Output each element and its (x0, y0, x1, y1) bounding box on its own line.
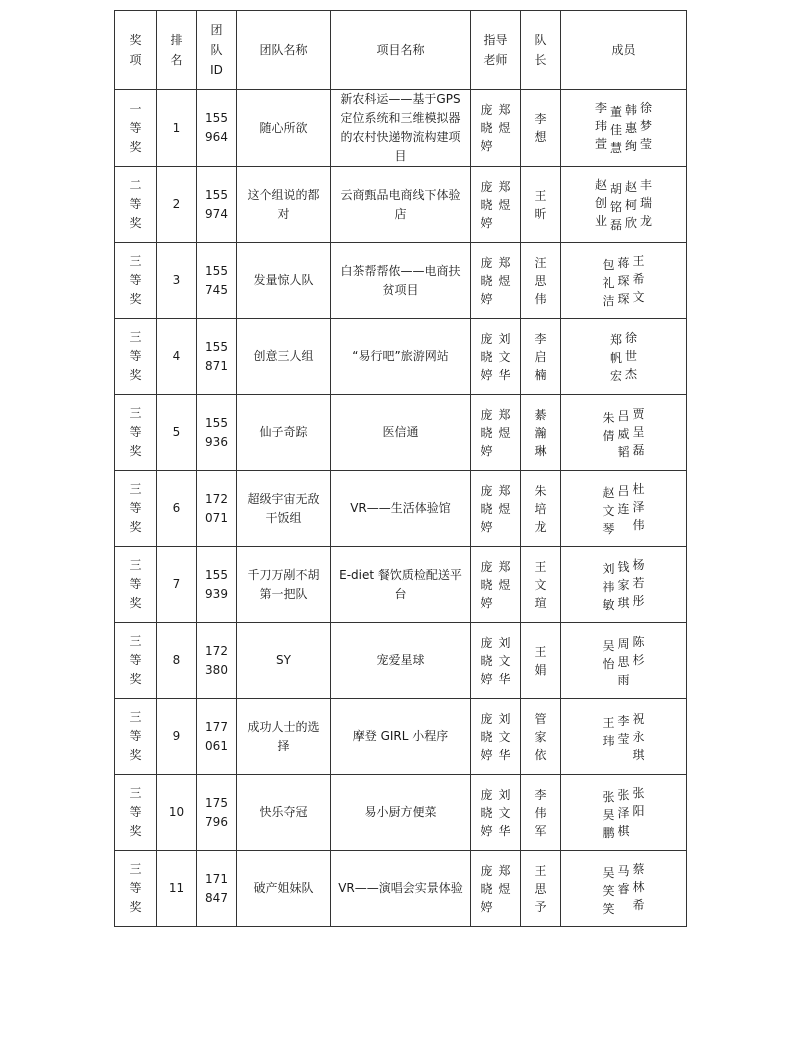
advisor-cell (471, 90, 521, 167)
vertical-text: 郑 煜 (498, 483, 511, 516)
header-leader: 队 长 (521, 11, 561, 90)
vertical-text: 朱 倩 (602, 410, 615, 443)
header-project-name: 项目名称 (331, 11, 471, 90)
table-body (115, 90, 687, 927)
vertical-text: 吕 连 (617, 483, 630, 516)
vertical-text: 刘 文 华 (498, 635, 511, 686)
advisor-cell (471, 775, 521, 851)
award-cell: 三 等 奖 (115, 319, 157, 395)
vertical-text: 郑 煜 (498, 863, 511, 896)
award-cell: 三 等 奖 (115, 699, 157, 775)
vertical-text: 吕 威 韬 (617, 408, 630, 459)
team-id-cell: 155 964 (197, 90, 237, 167)
vertical-text: 郑 煜 (498, 559, 511, 592)
table-row (115, 851, 687, 927)
team-id-cell: 172 380 (197, 623, 237, 699)
award-cell: 一 等 奖 (115, 90, 157, 167)
vertical-text: 庞 晓 婷 (480, 179, 493, 230)
project-name-cell: 宠爱星球 (331, 623, 471, 699)
team-name-cell: SY (237, 623, 331, 699)
leader-cell (521, 775, 561, 851)
vertical-text: 韩 惠 绚 (625, 103, 638, 153)
award-cell: 二 等 奖 (115, 167, 157, 243)
leader-cell (521, 471, 561, 547)
team-name-cell: 千刀万剐不胡第一把队 (237, 547, 331, 623)
vertical-text: 王 昕 (534, 188, 547, 221)
vertical-text: 钱 家 琪 (617, 559, 630, 610)
advisor-cell (471, 851, 521, 927)
members-cell (561, 90, 687, 167)
team-id-cell: 155 939 (197, 547, 237, 623)
project-name-cell: 白茶帮帮侬——电商扶贫项目 (331, 243, 471, 319)
leader-cell (521, 243, 561, 319)
vertical-text: 庞 晓 婷 (480, 863, 493, 914)
project-name-cell: 云商甄品电商线下体验店 (331, 167, 471, 243)
table-row (115, 243, 687, 319)
advisor-cell (471, 623, 521, 699)
vertical-text: 朱 培 龙 (534, 483, 547, 534)
members-cell (561, 775, 687, 851)
vertical-text: 贾 呈 磊 (632, 406, 645, 457)
rank-cell: 5 (157, 395, 197, 471)
awards-table (114, 10, 687, 927)
rank-cell: 11 (157, 851, 197, 927)
table-row (115, 471, 687, 547)
header-award: 奖 项 (115, 11, 157, 90)
vertical-text: 张 阳 (632, 785, 645, 818)
vertical-text: 李 莹 (617, 713, 630, 746)
vertical-text: 王 希 文 (632, 253, 645, 304)
vertical-text: 庞 晓 婷 (480, 331, 493, 382)
header-team-name: 团队名称 (237, 11, 331, 90)
leader-cell (521, 167, 561, 243)
leader-cell (521, 547, 561, 623)
project-name-cell: 新农科运——基于GPS 定位系统和三维模拟器的农村快递物流构建项目 (331, 90, 471, 167)
vertical-text: 张 泽 棋 (617, 787, 630, 838)
vertical-text: 刘 文 华 (498, 331, 511, 382)
table-row (115, 547, 687, 623)
members-cell (561, 319, 687, 395)
vertical-text: 徐 世 杰 (625, 330, 638, 381)
vertical-text: 张 昊 鹏 (602, 789, 615, 840)
vertical-text: 李 玮 萱 (594, 101, 607, 151)
project-name-cell: E-diet 餐饮质检配送平台 (331, 547, 471, 623)
vertical-text: 吴 怡 (602, 638, 615, 671)
project-name-cell: 摩登 GIRL 小程序 (331, 699, 471, 775)
leader-cell (521, 90, 561, 167)
members-cell (561, 699, 687, 775)
team-name-cell: 发量惊人队 (237, 243, 331, 319)
advisor-cell (471, 243, 521, 319)
advisor-cell (471, 699, 521, 775)
vertical-text: 庞 晓 婷 (480, 255, 493, 306)
team-name-cell: 仙子奇踪 (237, 395, 331, 471)
team-name-cell: 随心所欲 (237, 90, 331, 167)
advisor-cell (471, 167, 521, 243)
vertical-text: 庞 晓 婷 (480, 787, 493, 838)
vertical-text: 綦 瀚 琳 (534, 407, 547, 458)
vertical-text: 杨 若 彤 (632, 557, 645, 608)
vertical-text: 丰 瑞 龙 (640, 177, 653, 228)
table-row (115, 395, 687, 471)
award-cell: 三 等 奖 (115, 395, 157, 471)
table-row (115, 623, 687, 699)
vertical-text: 郑 煜 (498, 255, 511, 288)
rank-cell: 3 (157, 243, 197, 319)
project-name-cell: VR——生活体验馆 (331, 471, 471, 547)
team-id-cell: 155 936 (197, 395, 237, 471)
vertical-text: 祝 永 琪 (632, 711, 645, 762)
vertical-text: 吴 笑 笑 (602, 865, 615, 916)
vertical-text: 徐 梦 莹 (640, 101, 653, 151)
table-row (115, 90, 687, 167)
members-cell (561, 623, 687, 699)
vertical-text: 蔡 林 希 (632, 861, 645, 912)
members-cell (561, 395, 687, 471)
rank-cell: 7 (157, 547, 197, 623)
award-cell: 三 等 奖 (115, 471, 157, 547)
team-name-cell: 快乐夺冠 (237, 775, 331, 851)
vertical-text: 刘 文 华 (498, 787, 511, 838)
team-id-cell: 155 745 (197, 243, 237, 319)
header-team-id: 团 队 ID (197, 11, 237, 90)
award-cell: 三 等 奖 (115, 623, 157, 699)
team-id-cell: 155 974 (197, 167, 237, 243)
vertical-text: 庞 晓 婷 (480, 103, 493, 153)
vertical-text: 郑 煜 (498, 179, 511, 212)
leader-cell (521, 851, 561, 927)
vertical-text: 陈 杉 (632, 634, 645, 667)
advisor-cell (471, 395, 521, 471)
team-id-cell: 155 871 (197, 319, 237, 395)
vertical-text: 杜 泽 伟 (632, 481, 645, 532)
rank-cell: 2 (157, 167, 197, 243)
vertical-text: 郑 煜 (498, 103, 511, 135)
vertical-text: 王 文 瑄 (534, 559, 547, 610)
vertical-text: 胡 铭 磊 (609, 181, 622, 232)
leader-cell (521, 699, 561, 775)
team-name-cell: 破产姐妹队 (237, 851, 331, 927)
rank-cell: 9 (157, 699, 197, 775)
advisor-cell (471, 547, 521, 623)
rank-cell: 1 (157, 90, 197, 167)
header-advisor: 指导 老师 (471, 11, 521, 90)
vertical-text: 蒋 琛 琛 (617, 255, 630, 306)
vertical-text: 王 娟 (534, 644, 547, 677)
project-name-cell: “易行吧”旅游网站 (331, 319, 471, 395)
award-cell: 三 等 奖 (115, 243, 157, 319)
project-name-cell: VR——演唱会实景体验 (331, 851, 471, 927)
members-cell (561, 167, 687, 243)
members-cell (561, 471, 687, 547)
vertical-text: 周 思 雨 (617, 636, 630, 687)
table-row (115, 775, 687, 851)
vertical-text: 庞 晓 婷 (480, 407, 493, 458)
vertical-text: 庞 晓 婷 (480, 635, 493, 686)
table-row (115, 319, 687, 395)
leader-cell (521, 395, 561, 471)
award-cell: 三 等 奖 (115, 851, 157, 927)
rank-cell: 10 (157, 775, 197, 851)
table-row (115, 167, 687, 243)
vertical-text: 刘 祎 敏 (602, 561, 615, 612)
rank-cell: 4 (157, 319, 197, 395)
members-cell (561, 851, 687, 927)
team-name-cell: 这个组说的都对 (237, 167, 331, 243)
vertical-text: 马 睿 (617, 863, 630, 896)
vertical-text: 赵 创 业 (594, 177, 607, 228)
vertical-text: 王 玮 (602, 715, 615, 748)
vertical-text: 庞 晓 婷 (480, 559, 493, 610)
header-rank: 排 名 (157, 11, 197, 90)
members-cell (561, 243, 687, 319)
vertical-text: 包 礼 洁 (602, 257, 615, 308)
vertical-text: 李 想 (534, 112, 547, 144)
vertical-text: 汪 思 伟 (534, 255, 547, 306)
vertical-text: 刘 文 华 (498, 711, 511, 762)
header-row (115, 11, 687, 90)
team-id-cell: 175 796 (197, 775, 237, 851)
vertical-text: 李 伟 军 (534, 787, 547, 838)
team-id-cell: 172 071 (197, 471, 237, 547)
advisor-cell (471, 319, 521, 395)
project-name-cell: 易小厨方便菜 (331, 775, 471, 851)
vertical-text: 赵 文 琴 (602, 485, 615, 536)
team-id-cell: 177 061 (197, 699, 237, 775)
vertical-text: 王 思 予 (534, 863, 547, 914)
leader-cell (521, 623, 561, 699)
vertical-text: 郑 煜 (498, 407, 511, 440)
vertical-text: 郑 帆 宏 (609, 332, 622, 383)
rank-cell: 8 (157, 623, 197, 699)
vertical-text: 董 佳 慧 (609, 105, 622, 155)
advisor-cell (471, 471, 521, 547)
vertical-text: 赵 柯 欣 (625, 179, 638, 230)
award-cell: 三 等 奖 (115, 775, 157, 851)
team-name-cell: 超级宇宙无敌干饭组 (237, 471, 331, 547)
vertical-text: 庞 晓 婷 (480, 483, 493, 534)
header-members: 成员 (561, 11, 687, 90)
table-row (115, 699, 687, 775)
project-name-cell: 医信通 (331, 395, 471, 471)
vertical-text: 庞 晓 婷 (480, 711, 493, 762)
team-name-cell: 创意三人组 (237, 319, 331, 395)
team-name-cell: 成功人士的选择 (237, 699, 331, 775)
rank-cell: 6 (157, 471, 197, 547)
team-id-cell: 171 847 (197, 851, 237, 927)
award-cell: 三 等 奖 (115, 547, 157, 623)
leader-cell (521, 319, 561, 395)
vertical-text: 李 启 楠 (534, 331, 547, 382)
members-cell (561, 547, 687, 623)
vertical-text: 管 家 依 (534, 711, 547, 762)
